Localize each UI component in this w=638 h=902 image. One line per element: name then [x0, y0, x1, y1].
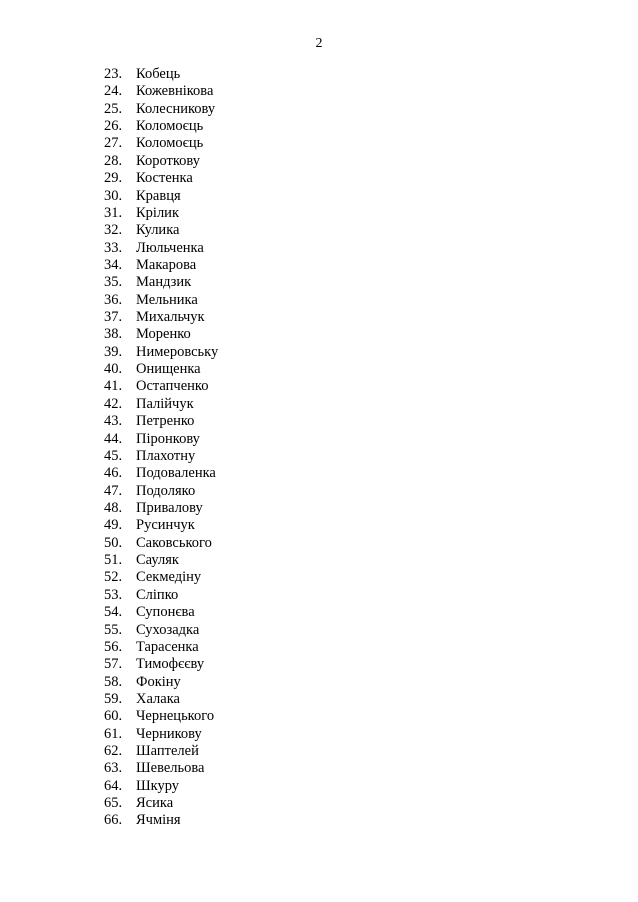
- list-item-number: 25.: [104, 100, 123, 117]
- list-item-name: Мандзик: [136, 274, 192, 291]
- list-item-number: 36.: [104, 291, 123, 308]
- list-item-number: 40.: [104, 361, 123, 378]
- list-item-number: 35.: [104, 274, 123, 291]
- list-item-name: Сауляк: [136, 552, 179, 569]
- list-item-name: Подоваленка: [136, 465, 216, 482]
- list-item-number: 62.: [104, 743, 123, 760]
- list-item-number: 39.: [104, 343, 123, 360]
- list-item-name: Піронкову: [136, 430, 200, 447]
- list-item-number: 38.: [104, 326, 123, 343]
- list-item-name: Михальчук: [136, 309, 205, 326]
- list-item-number: 37.: [104, 309, 123, 326]
- list-item-number: 30.: [104, 187, 123, 204]
- list-item-name: Тарасенка: [136, 638, 199, 655]
- list-item-number: 31.: [104, 204, 123, 221]
- list-item-number: 44.: [104, 430, 123, 447]
- list-item-name: Русинчук: [136, 517, 195, 534]
- list-item-name: Ясика: [136, 795, 174, 812]
- list-item-name: Кулика: [136, 222, 180, 239]
- list-item-name: Коломоєць: [136, 135, 204, 152]
- list-item-number: 46.: [104, 465, 123, 482]
- list-item-name: Секмедіну: [136, 569, 202, 586]
- list-item-name: Петренко: [136, 413, 195, 430]
- list-item-number: 42.: [104, 395, 123, 412]
- list-item-name: Шкуру: [136, 777, 180, 794]
- list-item-name: Плахотну: [136, 447, 196, 464]
- list-item-name: Сухозадка: [136, 621, 200, 638]
- list-item-name: Ячміня: [136, 812, 181, 829]
- list-item-name: Кобець: [136, 66, 181, 82]
- list-item-name: Моренко: [136, 326, 191, 343]
- list-item-number: 61.: [104, 725, 123, 742]
- list-item-name: Палійчук: [136, 395, 194, 412]
- list-item-name: Мельника: [136, 291, 198, 308]
- list-item-name: Кравця: [136, 187, 181, 204]
- list-item-number: 48.: [104, 499, 123, 516]
- list-item-name: Онищенка: [136, 361, 201, 378]
- list-item-number: 32.: [104, 222, 123, 239]
- list-item-number: 51.: [104, 552, 123, 569]
- page-number: 2: [315, 36, 323, 51]
- list-item-number: 28.: [104, 152, 123, 169]
- list-item-number: 23.: [104, 66, 123, 82]
- list-item-number: 52.: [104, 569, 123, 586]
- list-item-number: 56.: [104, 638, 123, 655]
- list-item-number: 53.: [104, 586, 123, 603]
- list-item-number: 27.: [104, 135, 123, 152]
- list-item-name: Шевельова: [136, 760, 205, 777]
- list-item-name: Подоляко: [136, 482, 196, 499]
- list-item-name: Колесникову: [136, 100, 216, 117]
- list-item-name: Черникову: [136, 725, 202, 742]
- list-item-number: 60.: [104, 708, 123, 725]
- list-item-number: 43.: [104, 413, 123, 430]
- list-item-name: Нимеровську: [136, 343, 219, 360]
- list-item-number: 24.: [104, 83, 123, 100]
- list-item-number: 29.: [104, 170, 123, 187]
- list-item-number: 59.: [104, 690, 123, 707]
- list-item-number: 33.: [104, 239, 123, 256]
- list-item-name: Тимофєєву: [136, 656, 205, 673]
- list-item-name: Костенка: [136, 170, 193, 187]
- list-item-name: Люльченка: [136, 239, 204, 256]
- list-item-name: Чернецького: [136, 708, 215, 725]
- list-item-name: Крілик: [136, 204, 179, 221]
- list-item-number: 49.: [104, 517, 123, 534]
- list-item-number: 55.: [104, 621, 123, 638]
- list-item-name: Коломоєць: [136, 118, 204, 135]
- list-item-number: 66.: [104, 812, 123, 829]
- list-item-name: Остапченко: [136, 378, 209, 395]
- list-item-name: Фокіну: [136, 673, 181, 690]
- list-item-number: 54.: [104, 604, 123, 621]
- list-item-number: 45.: [104, 447, 123, 464]
- list-item-name: Халака: [136, 690, 180, 707]
- list-item-name: Кожевнікова: [136, 83, 214, 100]
- list-item-number: 63.: [104, 760, 123, 777]
- list-item-name: Макарова: [136, 256, 197, 273]
- list-item-number: 47.: [104, 482, 123, 499]
- list-item-number: 58.: [104, 673, 123, 690]
- list-item-name: Супонєва: [136, 604, 195, 621]
- list-item-number: 50.: [104, 534, 123, 551]
- list-item-number: 65.: [104, 795, 123, 812]
- list-item-number: 34.: [104, 256, 123, 273]
- list-item-name: Короткову: [136, 152, 201, 169]
- list-item-number: 26.: [104, 118, 123, 135]
- list-item-name: Привалову: [136, 499, 203, 516]
- list-item-name: Сліпко: [136, 586, 179, 603]
- list-item-number: 41.: [104, 378, 123, 395]
- list-item-name: Шаптелей: [136, 743, 199, 760]
- list-item-name: Саковського: [136, 534, 212, 551]
- list-item-number: 64.: [104, 777, 123, 794]
- list-item-number: 57.: [104, 656, 123, 673]
